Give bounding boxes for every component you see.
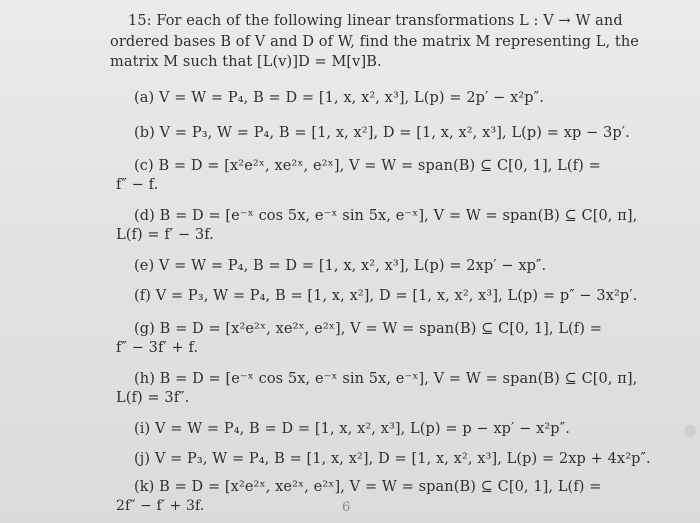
- part-k-line-2: 2f″ − f′ + 3f.: [116, 498, 205, 514]
- scrollbar-thumb[interactable]: [684, 425, 696, 437]
- page-number: 6: [342, 500, 351, 515]
- part-j: (j) V = P₃, W = P₄, B = [1, x, x²], D = [1, x, x², x³], L(p) = 2xp + 4x²p″.: [134, 451, 651, 467]
- part-f: (f) V = P₃, W = P₄, B = [1, x, x²], D = [1, x, x², x³], L(p) = p″ − 3x²p′.: [134, 288, 638, 304]
- part-c-line-1: (c) B = D = [x²e²ˣ, xe²ˣ, e²ˣ], V = W = span(B) ⊆ C[0, 1], L(f) =: [134, 158, 601, 174]
- part-b: (b) V = P₃, W = P₄, B = [1, x, x²], D = [1, x, x², x³], L(p) = xp − 3p′.: [134, 125, 630, 141]
- part-h-line-1: (h) B = D = [e⁻ˣ cos 5x, e⁻ˣ sin 5x, e⁻ˣ], V = W = span(B) ⊆ C[0, π],: [134, 371, 638, 387]
- part-g-line-2: f″ − 3f′ + f.: [116, 340, 199, 356]
- part-d-line-2: L(f) = f′ − 3f.: [116, 227, 214, 243]
- problem-header: 15: For each of the following linear transformations L : V → W and: [128, 13, 623, 29]
- part-i: (i) V = W = P₄, B = D = [1, x, x², x³], L(p) = p − xp′ − x²p″.: [134, 421, 570, 437]
- part-c-line-2: f″ − f.: [116, 177, 159, 193]
- problem-line-3: matrix M such that [L(v)]D = M[v]B.: [110, 54, 382, 70]
- part-a: (a) V = W = P₄, B = D = [1, x, x², x³], L(p) = 2p′ − x²p″.: [134, 90, 544, 106]
- problem-line-2: ordered bases B of V and D of W, find the matrix M representing L, the: [110, 34, 639, 50]
- part-h-line-2: L(f) = 3f″.: [116, 390, 190, 406]
- part-e: (e) V = W = P₄, B = D = [1, x, x², x³], L(p) = 2xp′ − xp″.: [134, 258, 547, 274]
- part-g-line-1: (g) B = D = [x²e²ˣ, xe²ˣ, e²ˣ], V = W = span(B) ⊆ C[0, 1], L(f) =: [134, 321, 602, 337]
- part-k-line-1: (k) B = D = [x²e²ˣ, xe²ˣ, e²ˣ], V = W = span(B) ⊆ C[0, 1], L(f) =: [134, 479, 602, 495]
- part-d-line-1: (d) B = D = [e⁻ˣ cos 5x, e⁻ˣ sin 5x, e⁻ˣ], V = W = span(B) ⊆ C[0, π],: [134, 208, 638, 224]
